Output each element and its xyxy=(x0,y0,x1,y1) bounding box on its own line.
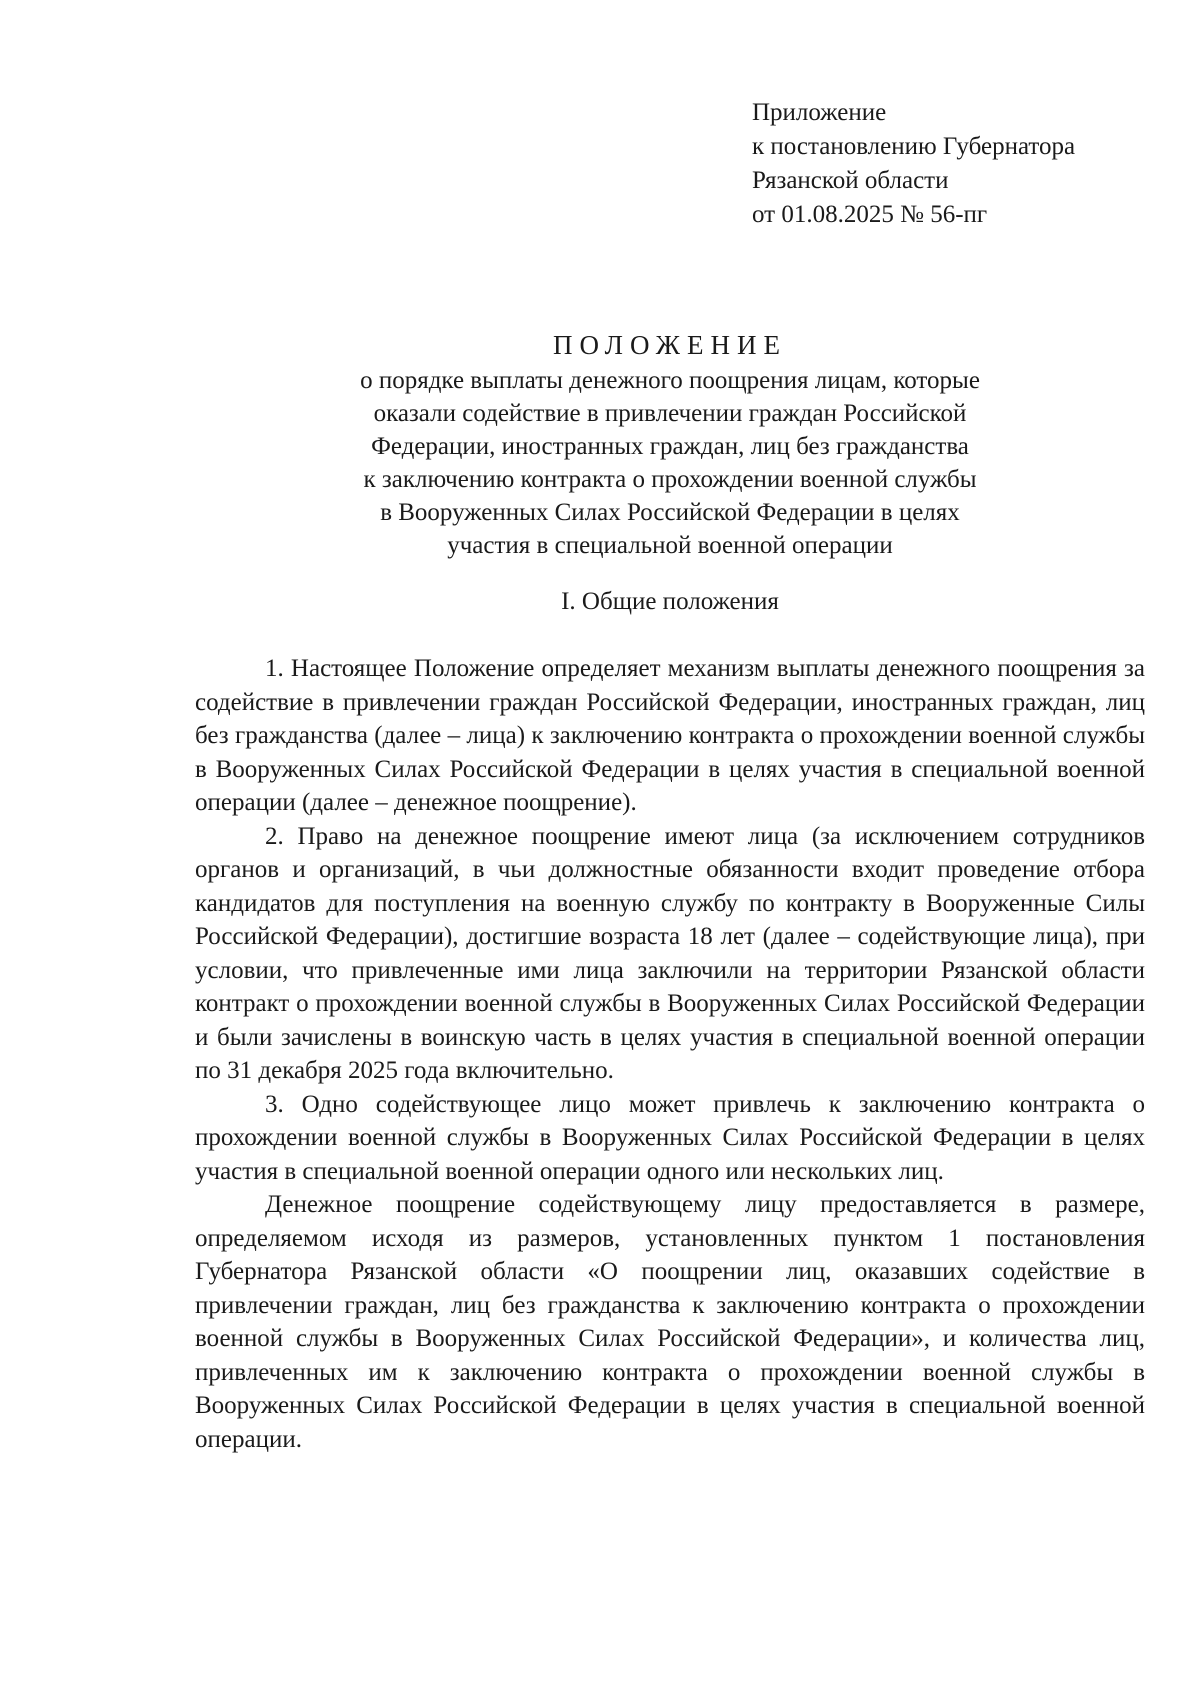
body-text xyxy=(195,652,1145,1456)
subtitle-line: о порядке выплаты денежного поощрения лицам, которые xyxy=(360,367,980,394)
subtitle-line: участия в специальной военной операции xyxy=(447,532,893,559)
appendix-block xyxy=(752,96,1075,232)
paragraph-3: 3. Одно содействующее лицо может привлечь к заключению контракта о прохождении военной службы в Вооруженных Силах Российской Федерации в целях участия в специальной военной операции одного или нескольких лиц. xyxy=(195,1090,1145,1185)
paragraph-2: 2. Право на денежное поощрение имеют лица (за исключением сотрудников органов и организаций, в чьи должностные обязанности входит проведение отбора кандидатов для поступления на военную службу по контракту в Вооруженные Силы Российской Федерации), достигшие возраста 18 лет (далее – содействующие лица), при условии, что привлеченные ими лица заключили на территории Рязанской области контракт о прохождении военной службы в Вооруженных Силах Российской Федерации и были зачислены в воинскую часть в целях участия в специальной военной операции по 31 декабря 2025 года включительно. xyxy=(195,822,1145,1084)
appendix-line-2: к постановлению Губернатора xyxy=(752,133,1076,160)
appendix-line-4: от 01.08.2025 № 56-пг xyxy=(752,201,988,228)
subtitle-line: Федерации, иностранных граждан, лиц без гражданства xyxy=(371,433,969,460)
subtitle-line: оказали содействие в привлечении граждан Российской xyxy=(373,400,967,427)
section-title: I. Общие положения xyxy=(561,588,779,615)
document-title: ПОЛОЖЕНИЕ xyxy=(553,330,787,360)
paragraph-1: 1. Настоящее Положение определяет механизм выплаты денежного поощрения за содействие в привлечении граждан Российской Федерации, иностранных граждан, лиц без гражданства (далее – лица) к заключению контракта о прохождении военной службы в Вооруженных Силах Российской Федерации в целях участия в специальной военной операции (далее – денежное поощрение). xyxy=(195,655,1145,816)
paragraph-4: Денежное поощрение содействующему лицу предоставляется в размере, определяемом исходя из размеров, установленных пунктом 1 постановления Губернатора Рязанской области «О поощрении лиц, оказавших содействие в привлечении граждан, лиц без гражданства к заключению контракта о прохождении военной службы в Вооруженных Силах Российской Федерации», и количества лиц, привлеченных им к заключению контракта о прохождении военной службы в Вооруженных Силах Российской Федерации в целях участия в специальной военной операции. xyxy=(195,1191,1145,1453)
subtitle-line: в Вооруженных Силах Российской Федерации в целях xyxy=(380,499,960,526)
appendix-line-3: Рязанской области xyxy=(752,167,949,194)
appendix-line-1: Приложение xyxy=(752,99,887,126)
subtitle-line: к заключению контракта о прохождении военной службы xyxy=(363,466,977,493)
title-block xyxy=(195,327,1145,562)
document-subtitle xyxy=(195,364,1145,562)
